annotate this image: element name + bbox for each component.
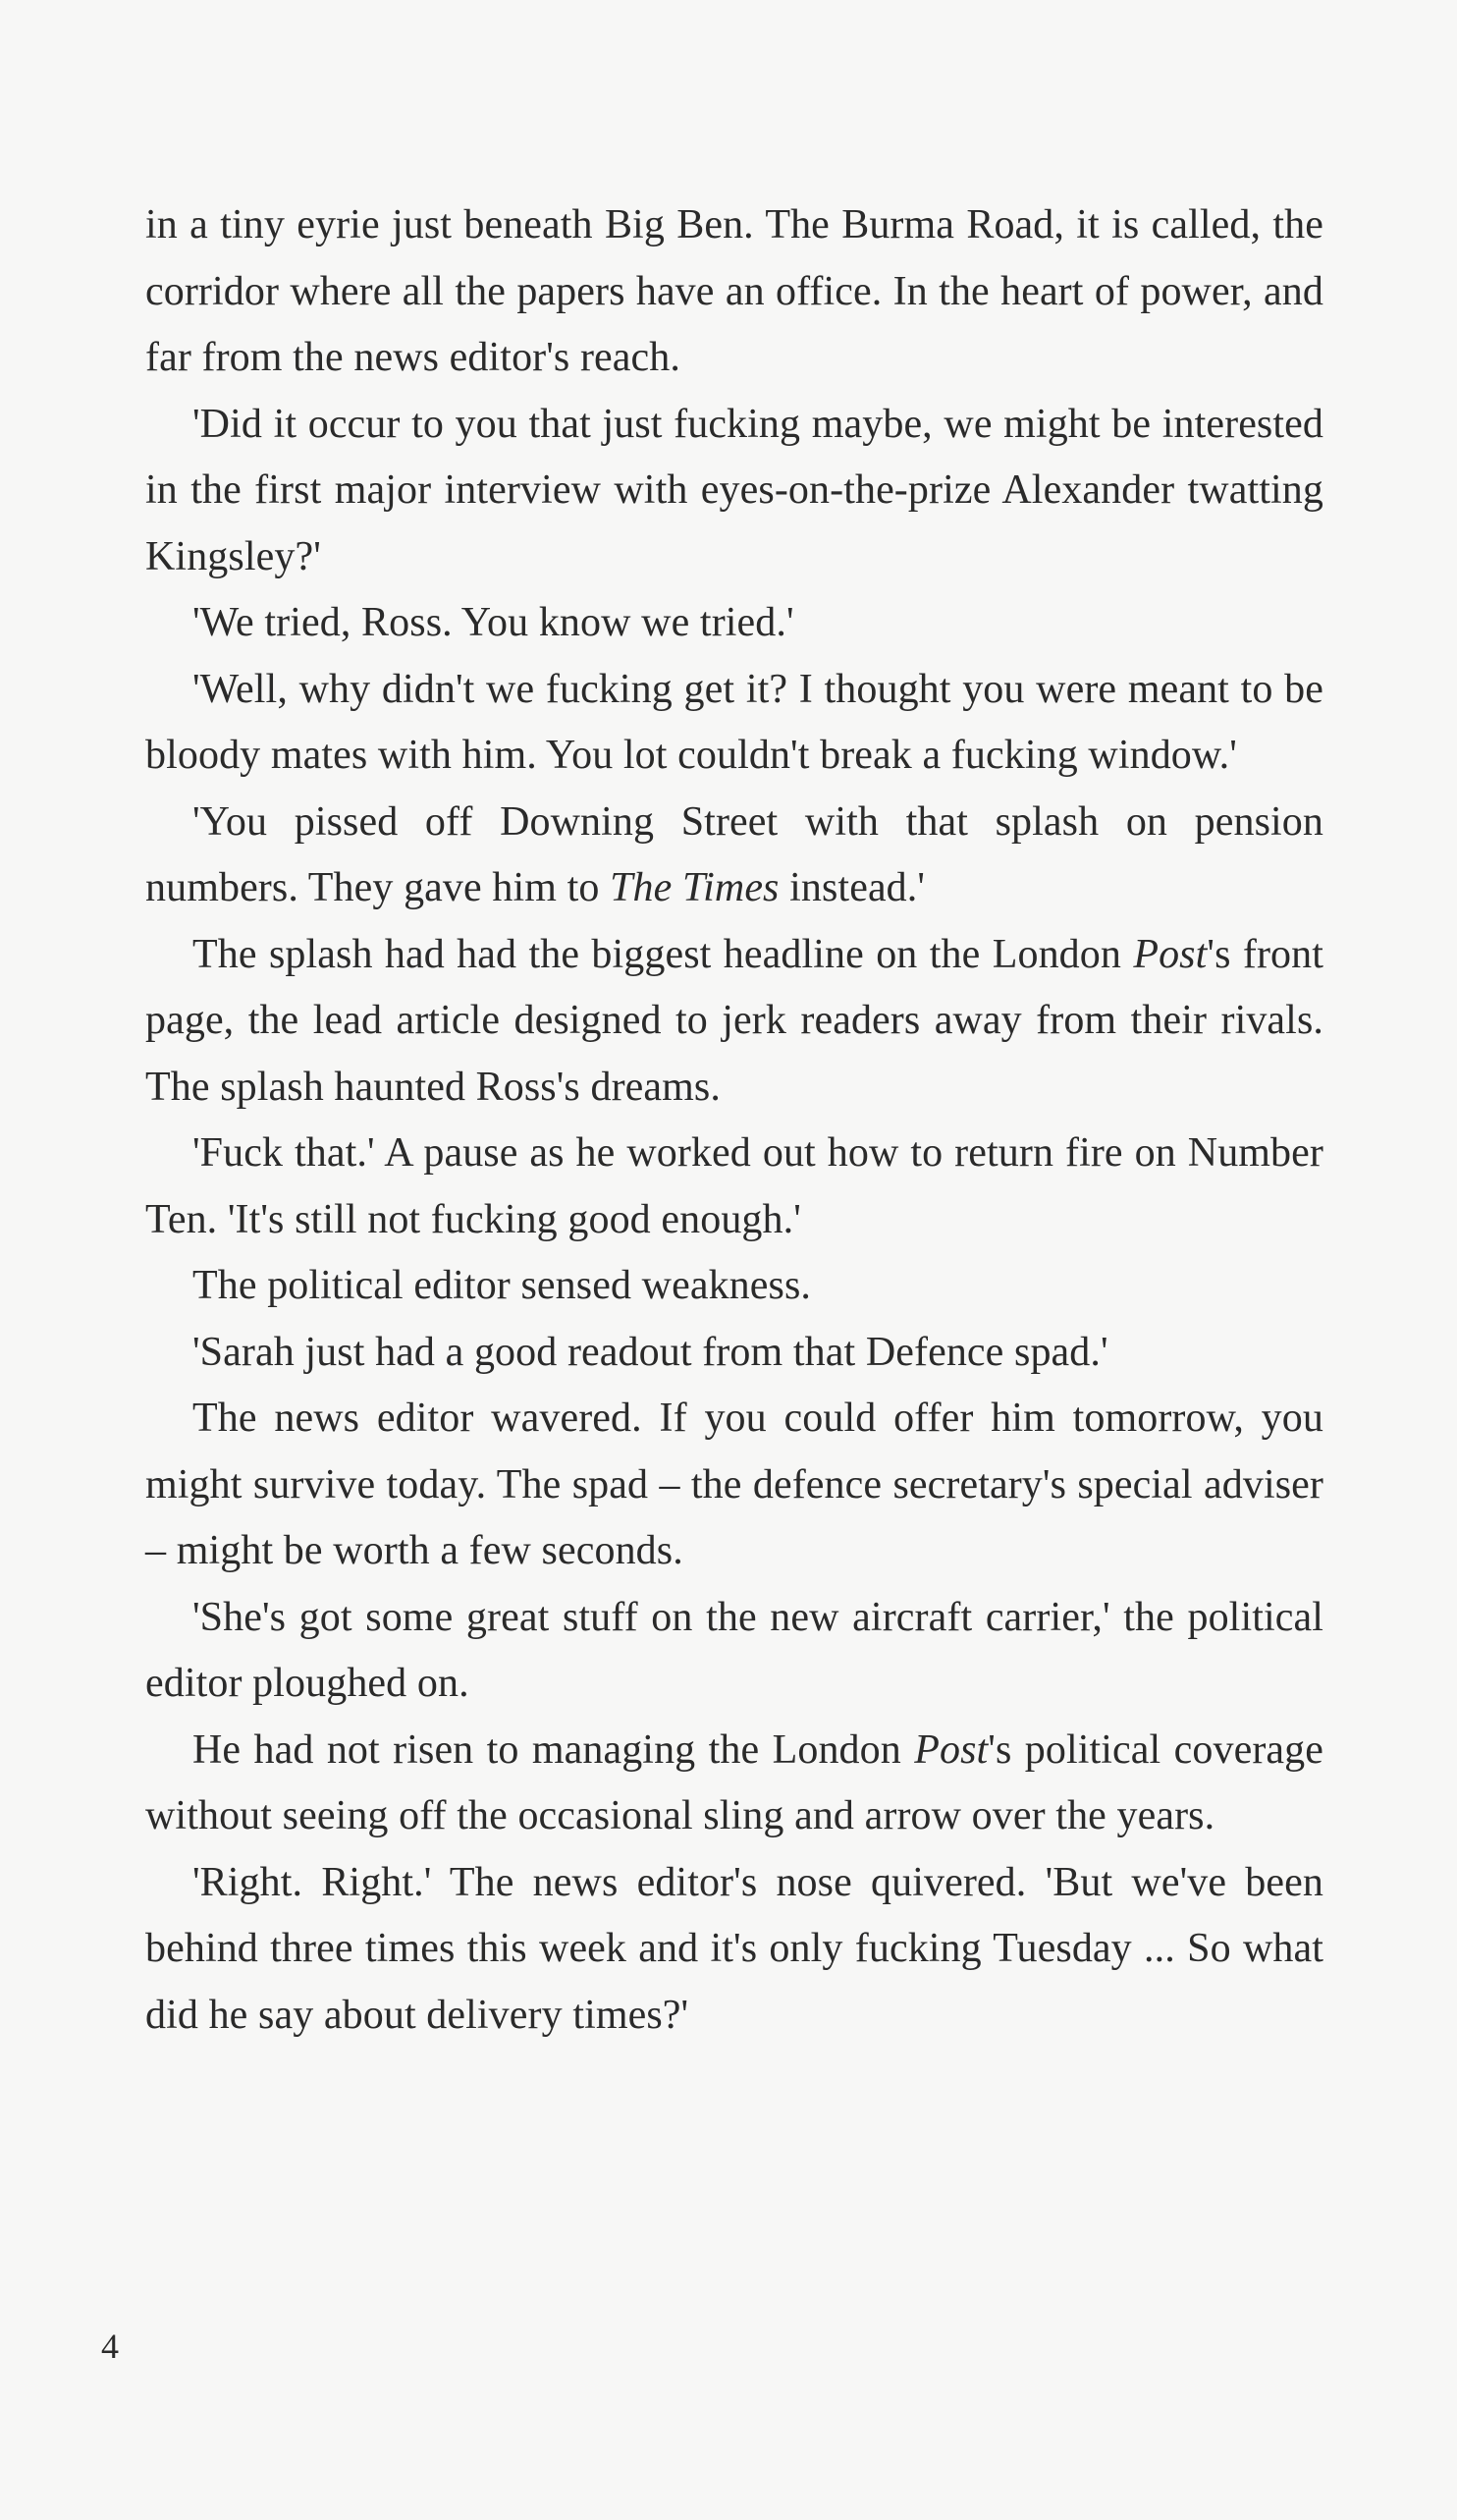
paragraph: 'She's got some great stuff on the new aircraft carrier,' the political editor ploughed on. xyxy=(145,1594,1323,1706)
paragraph: The splash had had the biggest headline on the London Post's front page, the lead article designed to jerk readers away from their rivals. The splash haunted Ross's dreams. xyxy=(145,931,1324,1110)
paragraph: 'Fuck that.' A pause as he worked out how to return fire on Number Ten. 'It's still not fucking good enough.' xyxy=(145,1130,1323,1242)
paragraph: 'We tried, Ross. You know we tried.' xyxy=(192,600,794,645)
paragraph: He had not risen to managing the London Post's political coverage without seeing off the occasional sling and arrow over the years. xyxy=(145,1726,1323,1838)
paragraph: 'Sarah just had a good readout from that Defence spad.' xyxy=(192,1329,1108,1375)
paragraph: 'Well, why didn't we fucking get it? I thought you were meant to be bloody mates with him. You lot couldn't break a fucking window.' xyxy=(145,666,1323,778)
paragraph: 'Did it occur to you that just fucking maybe, we might be interested in the first major interview with eyes-on-the-prize Alexander twatting Kingsley?' xyxy=(145,401,1323,579)
body-text xyxy=(145,192,1323,2049)
page-number: 4 xyxy=(101,2327,119,2366)
newspaper-title: Post xyxy=(914,1726,989,1773)
paragraph: The news editor wavered. If you could offer him tomorrow, you might survive today. The spad – the defence secretary's special adviser – might be worth a few seconds. xyxy=(145,1396,1323,1573)
newspaper-title: The Times xyxy=(610,865,780,910)
paragraph: The political editor sensed weakness. xyxy=(192,1263,812,1308)
newspaper-title: Post xyxy=(1133,931,1208,977)
paragraph: 'Right. Right.' The news editor's nose quivered. 'But we've been behind three times this week and it's only fucking Tuesday ... So what did he say about delivery times?' xyxy=(145,1859,1323,2038)
paragraph: 'You pissed off Downing Street with that splash on pension numbers. They gave him to The Times instead.' xyxy=(145,798,1323,910)
paragraph: in a tiny eyrie just beneath Big Ben. The Burma Road, it is called, the corridor where all the papers have an office. In the heart of power, and far from the news editor's reach. xyxy=(145,202,1323,380)
